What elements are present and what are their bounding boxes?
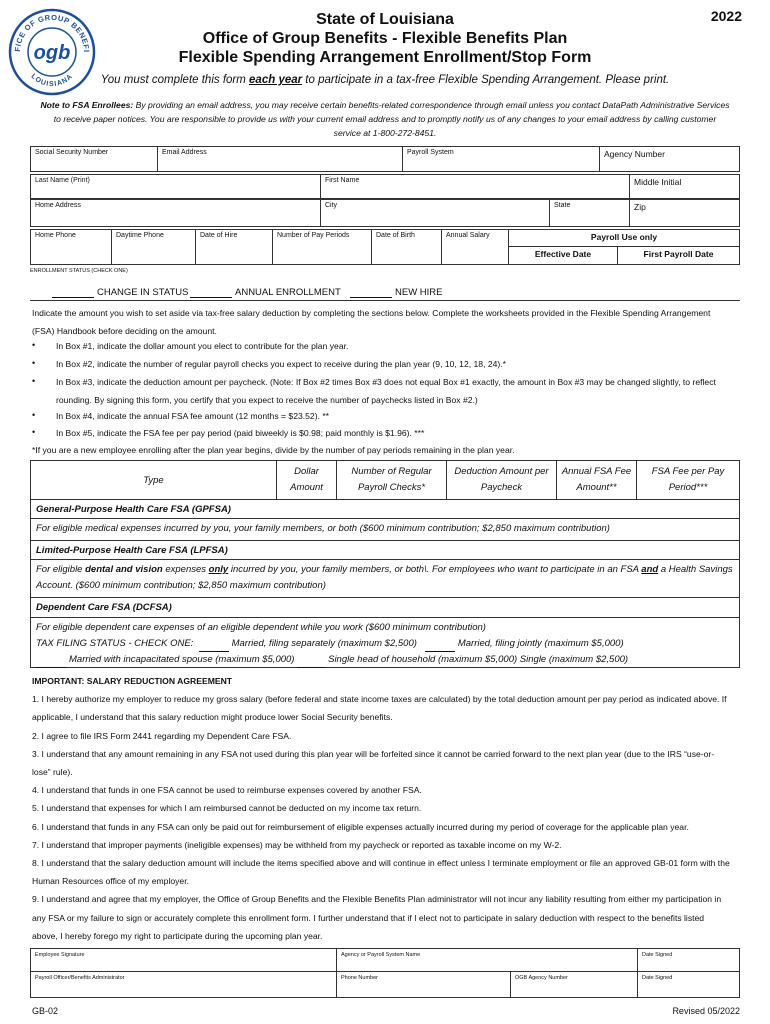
logo-top-text: FICE OF GROUP BENEFI (12, 12, 92, 53)
tax-status-row-2 (36, 652, 734, 668)
tax-opt-incapacitated[interactable]: Married with incapacitated spouse (maximum $5,000) (69, 654, 295, 665)
lpfsa-description: For eligible dental and vision expenses only incurred by you, your family members, or both\. For employees who want to participate in an FSA and a Health Savings Account. ($600 minimum contribution; $2,850 maximum contribution) (31, 559, 739, 597)
phone-number-field[interactable]: Phone Number (336, 971, 511, 998)
new-hire-option[interactable]: NEW HIRE (350, 287, 443, 298)
agreement-item-8: 8. I understand that the salary deduction amount will include the items specified above and will continue in effect unless I terminate employment or file an approved GB-01 form with the Human Resources office of my employer. (32, 858, 730, 887)
instructions-intro: Indicate the amount you wish to set aside via tax-free salary deduction by completing the sections below. Complete the worksheets provided in the Flexible Spending Arrangement (FSA) Handbook before deciding on the amount. (32, 308, 711, 336)
email-field[interactable]: Email Address (157, 146, 403, 172)
bullet: • (32, 340, 36, 350)
agreement-item-2: 2. I agree to file IRS Form 2441 regarding my Dependent Care FSA. (32, 730, 292, 741)
header-payroll-checks[interactable]: Number of Regular Payroll Checks* (336, 461, 446, 499)
instruction-box5: In Box #5, indicate the FSA fee per pay period (paid biweekly is $0.98; paid monthly is $1.96). *** (56, 428, 425, 438)
subtitle-emph: each year (249, 74, 303, 86)
dcfsa-desc-text: For eligible dependent care expenses of an eligible dependent while you work ($600 minimum contribution) (36, 622, 486, 633)
header-fee-per-period[interactable]: FSA Fee per Pay Period*** (636, 461, 739, 499)
agreement-item-9: 9. I understand and agree that my employer, the Office of Group Benefits and the Flexible Benefits Plan administrator will not incur any liability resulting from either my participation in any FSA or my failure to sign or accurately complete this enrollment form. I further understand that if I elect not to participate in salary deduction with respect to the benefits listed above, I hereby forego my right to participate during the upcoming plan year. (32, 894, 722, 941)
dcfsa-title: Dependent Care FSA (DCFSA) (31, 597, 739, 617)
tax-status-row-1: TAX FILING STATUS - CHECK ONE: Married, filing separately (maximum $2,500) Married, filing jointly (maximum $5,000) (36, 636, 734, 652)
note-label: Note to FSA Enrollees: (40, 100, 134, 110)
instruction-box2: In Box #2, indicate the number of regular payroll checks you expect to receive during the plan year (9, 10, 12, 18, 24).* (56, 359, 507, 369)
dcfsa-description (31, 617, 739, 667)
ssn-field[interactable]: Social Security Number (30, 146, 158, 172)
header-dollar-amount[interactable]: Dollar Amount (276, 461, 336, 499)
middle-initial-field[interactable]: Middle Initial (629, 174, 740, 199)
header-annual-fee[interactable]: Annual FSA Fee Amount** (556, 461, 636, 499)
subtitle (0, 72, 770, 89)
gpfsa-title: General-Purpose Health Care FSA (GPFSA) (31, 499, 739, 518)
divider (30, 300, 740, 301)
effective-date-field[interactable]: Effective Date (508, 246, 618, 265)
header-type: Type (143, 475, 164, 486)
agency-payroll-name-field[interactable]: Agency or Payroll System Name (336, 948, 638, 972)
payroll-admin-signature-field[interactable]: Payroll Officer/Benefits Administrator (30, 971, 337, 998)
agreement-title: IMPORTANT: SALARY REDUCTION AGREEMENT (32, 676, 233, 686)
form-id: GB-02 (32, 1006, 59, 1016)
header-deduction-amount[interactable]: Deduction Amount per Paycheck (446, 461, 556, 499)
ogb-agency-number-field[interactable]: OGB Agency Number (510, 971, 638, 998)
annual-salary-field[interactable]: Annual Salary (441, 229, 509, 265)
date-of-hire-field[interactable]: Date of Hire (195, 229, 273, 265)
fsa-table (30, 460, 740, 668)
tax-opt-jointly[interactable]: Married, filing jointly (maximum $5,000) (457, 638, 624, 649)
instruction-box3: In Box #3, indicate the deduction amount per paycheck. (Note: If Box #2 times Box #3 does not equal Box #1 exactly, the amount in Box #3 may be changed slightly, to reflect rounding. By signing this form, you certify that you expect to receive the number of paychecks listed in Box #2.) (56, 377, 716, 405)
revised-date: Revised 05/2022 (672, 1006, 740, 1016)
employee-signature-field[interactable]: Employee Signature (30, 948, 337, 972)
salary-reduction-agreement (32, 672, 732, 945)
agreement-item-3: 3. I understand that any amount remaining in any FSA not used during this plan year will be forfeited since it cannot be carried forward to the next plan year (due to the IRS “use-or-lose” rule). (32, 748, 715, 778)
daytime-phone-field[interactable]: Daytime Phone (111, 229, 196, 265)
bullet: • (32, 427, 36, 437)
form-year: 2022 (710, 8, 742, 24)
first-name-field[interactable]: First Name (320, 174, 630, 199)
instruction-box1: In Box #1, indicate the dollar amount you elect to contribute for the plan year. (56, 341, 349, 351)
subtitle-post: to participate in a tax-free Flexible Spending Arrangement. Please print. (302, 74, 670, 86)
city-field[interactable]: City (320, 199, 550, 227)
pay-periods-field[interactable]: Number of Pay Periods (272, 229, 372, 265)
bullet: • (32, 410, 36, 420)
date-of-birth-field[interactable]: Date of Birth (371, 229, 442, 265)
subtitle-pre: You must complete this form (100, 74, 250, 86)
agreement-item-6: 6. I understand that funds in any FSA can only be paid out for reimbursement of eligible expenses actually incurred during my period of coverage for the applicable plan year. (32, 821, 689, 832)
payroll-system-field[interactable]: Payroll System (402, 146, 600, 172)
bullet: • (32, 358, 36, 368)
title-line-3: Flexible Spending Arrangement Enrollment/Stop Form (178, 49, 592, 66)
page-title (0, 10, 770, 67)
logo-center-text: ogb (33, 42, 71, 64)
enrollee-note (40, 98, 730, 140)
home-phone-field[interactable]: Home Phone (30, 229, 112, 265)
instruction-box4: In Box #4, indicate the annual FSA fee amount (12 months = $23.52). ** (56, 411, 330, 421)
first-payroll-date-field[interactable]: First Payroll Date (617, 246, 740, 265)
instructions-footnote: *If you are a new employee enrolling after the plan year begins, divide by the number of pay periods remaining in the plan year. (32, 445, 515, 455)
gpfsa-description: For eligible medical expenses incurred by you, your family members, or both ($600 minimum contribution; $2,850 maximum contribution) (31, 518, 739, 540)
payroll-use-header: Payroll Use only (508, 229, 740, 247)
home-address-field[interactable]: Home Address (30, 199, 321, 227)
note-text: By providing an email address, you may receive certain benefits-related correspondence through email unless you contact DataPath Administrative Services to receive paper notices. You are responsible to provide us with your current email address and to promptly notify us of any changes to your email address by calling customer service at 1-800-272-8451. (53, 100, 730, 138)
last-name-field[interactable]: Last Name (Print) (30, 174, 321, 199)
zip-field[interactable]: Zip (629, 199, 740, 227)
title-line-1: State of Louisiana (316, 11, 454, 28)
annual-enrollment-option[interactable]: ANNUAL ENROLLMENT (190, 287, 341, 298)
change-in-status-option[interactable]: CHANGE IN STATUS (52, 287, 189, 298)
agreement-item-7: 7. I understand that improper payments (ineligible expenses) may be withheld from my paycheck or reported as taxable income on my W-2. (32, 839, 562, 850)
tax-opt-single[interactable]: Single head of household (maximum $5,000) Single (maximum $2,500) (328, 654, 629, 665)
agreement-item-5: 5. I understand that expenses for which I am reimbursed cannot be deducted on my income tax return. (32, 803, 422, 814)
enrollment-status-label: ENROLLMENT STATUS (CHECK ONE) (30, 268, 128, 274)
title-line-2: Office of Group Benefits - Flexible Benefits Plan (202, 30, 568, 47)
bullet: • (32, 376, 36, 386)
state-field[interactable]: State (549, 199, 630, 227)
agreement-item-1: 1. I hereby authorize my employer to reduce my gross salary (before federal and state income taxes are calculated) by the total deduction amount per pay period as indicated above. If applicable, I understand that this salary reduction might produce lower Social Security benefits. (32, 694, 727, 723)
agreement-item-4: 4. I understand that funds in one FSA cannot be used to reimburse expenses covered by another FSA. (32, 785, 422, 796)
date-signed-field-2[interactable]: Date Signed (637, 971, 740, 998)
date-signed-field-1[interactable]: Date Signed (637, 948, 740, 972)
lpfsa-title: Limited-Purpose Health Care FSA (LPFSA) (31, 540, 739, 559)
agency-number-field[interactable]: Agency Number (599, 146, 740, 172)
tax-opt-separately[interactable]: Married, filing separately (maximum $2,500) (231, 638, 417, 649)
logo-bottom-text: LOUISIANA (29, 72, 75, 89)
